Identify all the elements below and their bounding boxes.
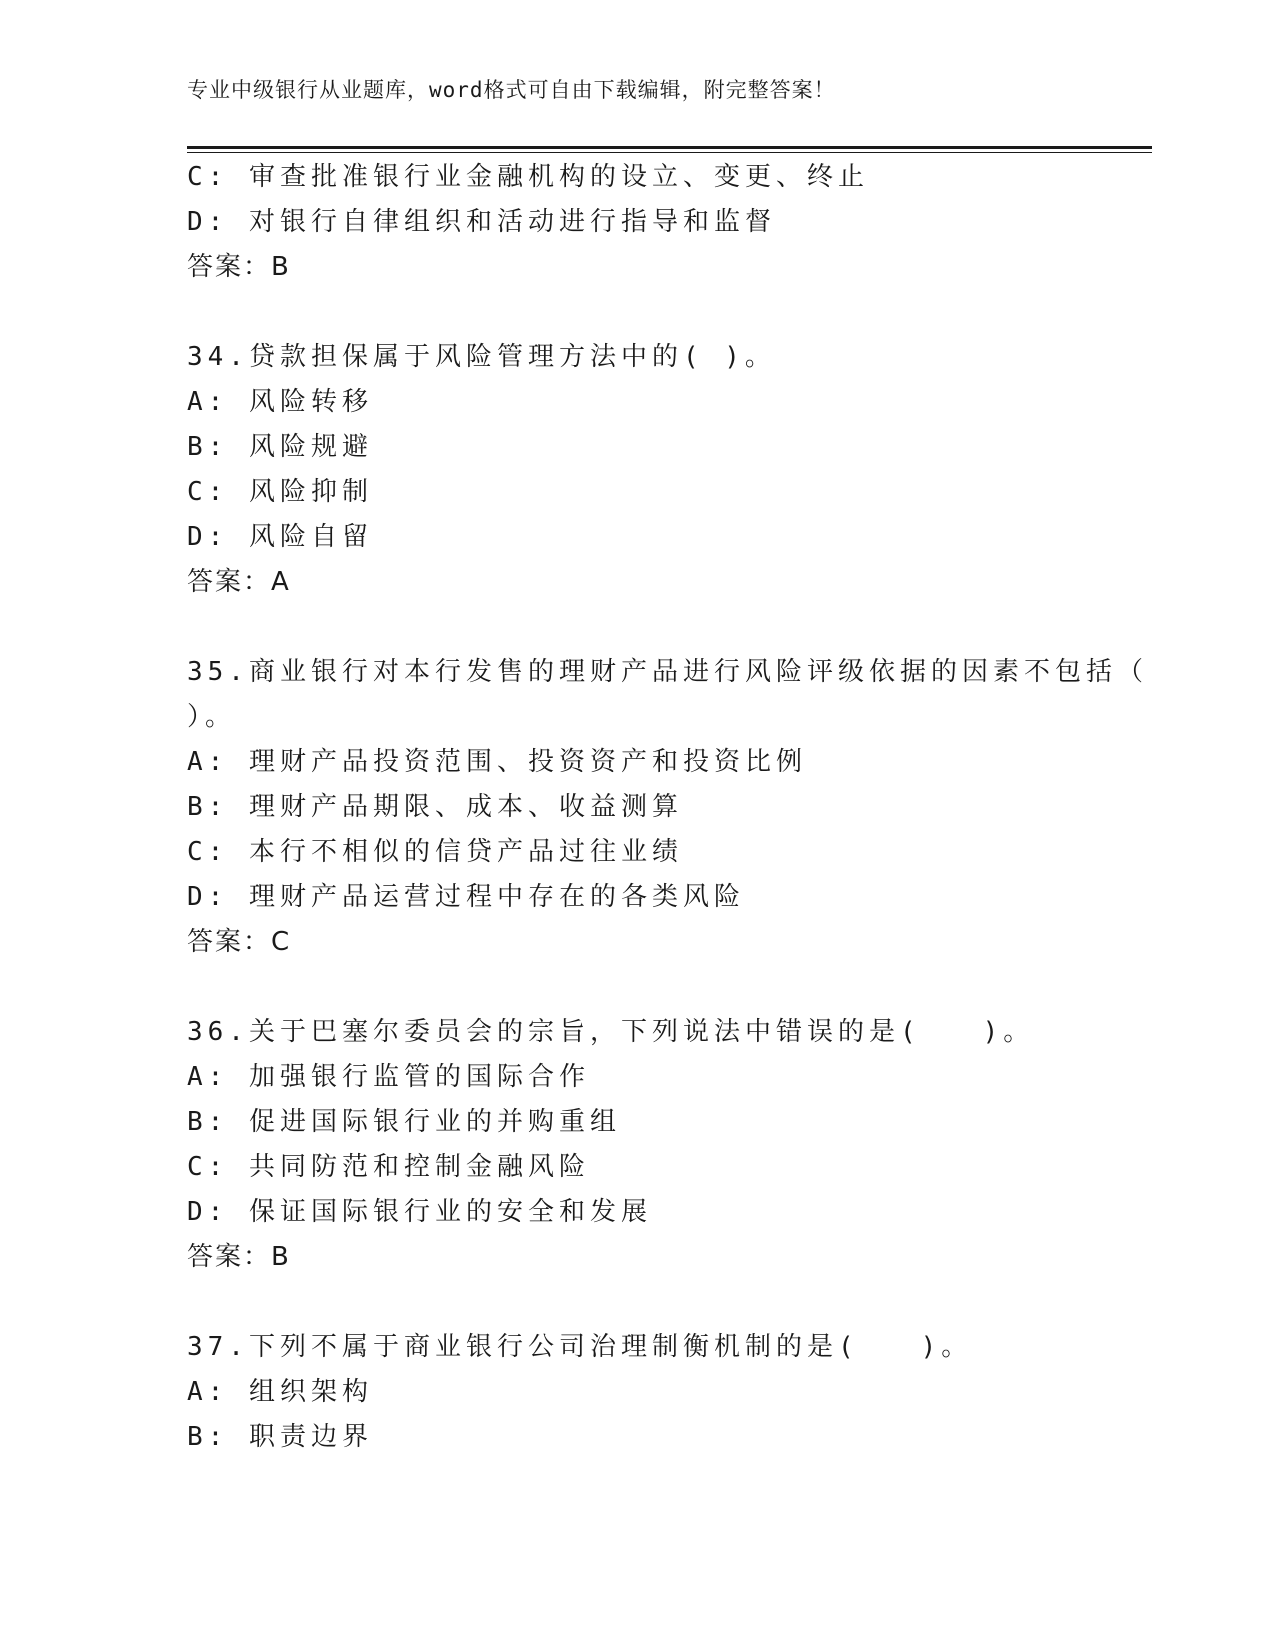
option-line: B: 促进国际银行业的并购重组	[187, 1107, 621, 1137]
option-line: A: 理财产品投资范围、投资资产和投资比例	[187, 747, 807, 777]
answer-line: 答案：A	[187, 567, 291, 597]
option-line: D: 对银行自律组织和活动进行指导和监督	[187, 207, 776, 237]
question-line: 37.下列不属于商业银行公司治理制衡机制的是( )。	[187, 1332, 973, 1362]
option-line: C: 风险抑制	[187, 477, 373, 507]
option-line: C: 本行不相似的信贷产品过往业绩	[187, 837, 683, 867]
option-line: D: 理财产品运营过程中存在的各类风险	[187, 882, 745, 912]
option-line: B: 理财产品期限、成本、收益测算	[187, 792, 683, 822]
question-line: 34.贷款担保属于风险管理方法中的( )。	[187, 342, 776, 372]
question-line: 35.商业银行对本行发售的理财产品进行风险评级依据的因素不包括（	[187, 657, 1148, 687]
option-line: B: 风险规避	[187, 432, 373, 462]
option-line: B: 职责边界	[187, 1422, 373, 1452]
question-line-continued: ）。	[187, 702, 237, 732]
page-header: 专业中级银行从业题库，word格式可自由下载编辑，附完整答案！	[187, 78, 836, 102]
header-rule-thick	[187, 146, 1152, 149]
answer-line: 答案：B	[187, 1242, 291, 1272]
option-line: D: 风险自留	[187, 522, 373, 552]
answer-line: 答案：B	[187, 252, 291, 282]
option-line: C: 审查批准银行业金融机构的设立、变更、终止	[187, 162, 869, 192]
option-line: C: 共同防范和控制金融风险	[187, 1152, 590, 1182]
option-line: A: 加强银行监管的国际合作	[187, 1062, 590, 1092]
option-line: D: 保证国际银行业的安全和发展	[187, 1197, 652, 1227]
answer-line: 答案：C	[187, 927, 292, 957]
header-rule-thin	[187, 152, 1152, 153]
option-line: A: 风险转移	[187, 387, 373, 417]
question-line: 36.关于巴塞尔委员会的宗旨，下列说法中错误的是( )。	[187, 1017, 1035, 1047]
option-line: A: 组织架构	[187, 1377, 373, 1407]
